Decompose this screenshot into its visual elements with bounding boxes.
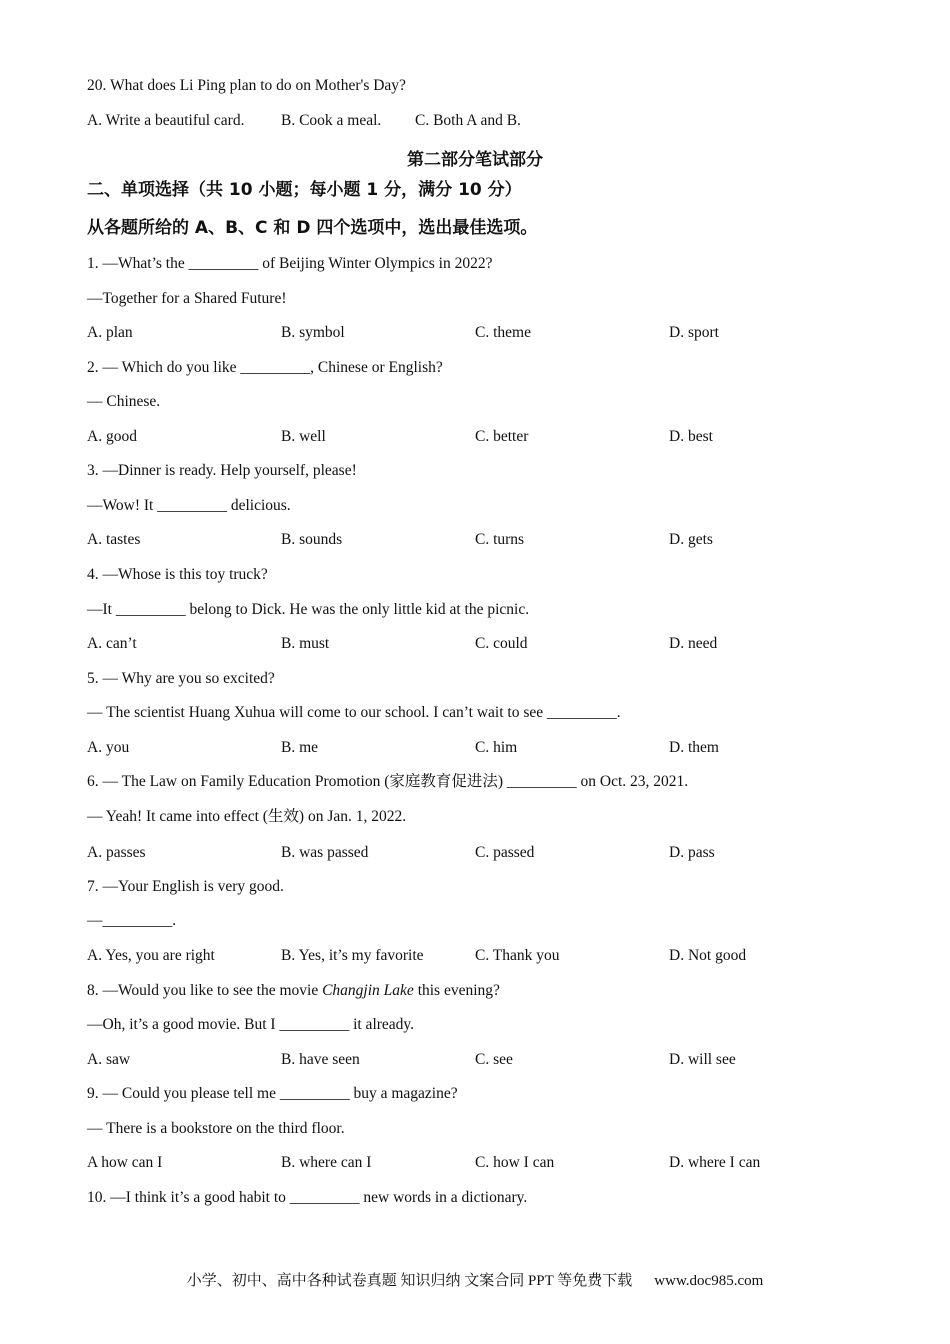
option-d: D. sport (669, 324, 719, 341)
option-a: A how can I (87, 1154, 163, 1171)
question-4-stem: 4. —Whose is this toy truck? (87, 566, 268, 583)
footer-site-link[interactable]: www.doc985.com (654, 1273, 764, 1289)
question-8-stem-post: this evening? (413, 982, 500, 999)
question-2-stem: 2. — Which do you like _________, Chinese or English? (87, 359, 443, 376)
option-c: C. how I can (475, 1154, 555, 1171)
question-8-reply: —Oh, it’s a good movie. But I _________ it already. (87, 1016, 415, 1033)
option-a: A. saw (87, 1051, 131, 1068)
option-d: D. Not good (669, 947, 747, 964)
option-b: B. must (281, 635, 330, 652)
option-c: C. Thank you (475, 947, 560, 964)
option-d: D. them (669, 739, 719, 756)
option-a: A. passes (87, 844, 146, 861)
option-b: B. sounds (281, 531, 343, 548)
question-3-stem: 3. —Dinner is ready. Help yourself, please! (87, 462, 357, 479)
option-d: D. will see (669, 1051, 736, 1068)
option-d: D. best (669, 428, 713, 445)
option-a: A. you (87, 739, 130, 756)
option-b: B. Yes, it’s my favorite (281, 947, 424, 964)
option-a: A. Write a beautiful card. (87, 112, 245, 129)
question-4-reply: —It _________ belong to Dick. He was the only little kid at the picnic. (87, 601, 530, 618)
option-a: A. can’t (87, 635, 137, 652)
option-c: C. theme (475, 324, 531, 341)
option-c: C. Both A and B. (415, 112, 521, 129)
question-2-reply: — Chinese. (87, 393, 161, 410)
option-b: B. well (281, 428, 326, 445)
option-d: D. where I can (669, 1154, 761, 1171)
question-10-stem: 10. —I think it’s a good habit to _________ new words in a dictionary. (87, 1189, 528, 1206)
question-5-stem: 5. — Why are you so excited? (87, 670, 275, 687)
option-d: D. gets (669, 531, 713, 548)
option-c: C. could (475, 635, 528, 652)
option-b: B. have seen (281, 1051, 360, 1068)
option-a: A. Yes, you are right (87, 947, 215, 964)
question-7-reply: —_________. (87, 912, 177, 929)
option-b: B. me (281, 739, 319, 756)
question-1-stem: 1. —What’s the _________ of Beijing Winter Olympics in 2022? (87, 255, 493, 272)
question-20-stem: 20. What does Li Ping plan to do on Mother's Day? (87, 77, 406, 94)
option-a: A. plan (87, 324, 133, 341)
question-6-stem: 6. — The Law on Family Education Promotion (家庭教育促进法) _________ on Oct. 23, 2021. (87, 773, 689, 790)
instruction: 从各题所给的 A、B、C 和 D 四个选项中，选出最佳选项。 (87, 218, 538, 238)
option-b: B. where can I (281, 1154, 372, 1171)
question-5-reply: — The scientist Huang Xuhua will come to our school. I can’t wait to see _________. (87, 704, 621, 721)
section-heading: 二、单项选择（共 10 小题；每小题 1 分，满分 10 分） (87, 180, 522, 200)
option-c: C. passed (475, 844, 535, 861)
question-8-stem (87, 981, 500, 1001)
option-b: B. symbol (281, 324, 345, 341)
question-8-stem-pre: 8. —Would you like to see the movie (87, 982, 323, 999)
movie-title: Changjin Lake (322, 982, 414, 999)
option-b: B. Cook a meal. (281, 112, 382, 129)
question-6-reply: — Yeah! It came into effect (生效) on Jan. 1, 2022. (87, 808, 407, 825)
option-c: C. turns (475, 531, 525, 548)
page-footer (0, 1269, 950, 1290)
option-c: C. him (475, 739, 518, 756)
option-a: A. tastes (87, 531, 141, 548)
question-1-reply: —Together for a Shared Future! (87, 290, 287, 307)
question-3-reply: —Wow! It _________ delicious. (87, 497, 291, 514)
option-a: A. good (87, 428, 137, 445)
question-7-stem: 7. —Your English is very good. (87, 878, 284, 895)
footer-text: 小学、初中、高中各种试卷真题 知识归纳 文案合同 PPT 等免费下载 (186, 1273, 633, 1289)
option-c: C. see (475, 1051, 513, 1068)
option-d: D. need (669, 635, 718, 652)
option-c: C. better (475, 428, 529, 445)
part-two-title: 第二部分笔试部分 (407, 150, 543, 170)
option-d: D. pass (669, 844, 715, 861)
question-9-stem: 9. — Could you please tell me _________ buy a magazine? (87, 1085, 458, 1102)
option-b: B. was passed (281, 844, 369, 861)
question-9-reply: — There is a bookstore on the third floor. (87, 1120, 345, 1137)
